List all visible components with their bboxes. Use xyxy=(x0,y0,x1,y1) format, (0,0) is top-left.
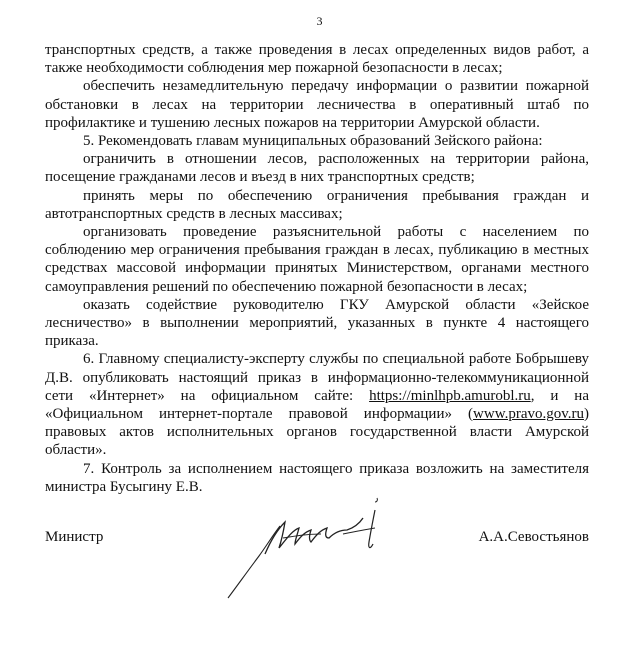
document-body xyxy=(45,41,589,496)
website-link[interactable]: https://minlhpb.amurobl.ru xyxy=(369,387,531,404)
handwritten-signature xyxy=(225,490,405,605)
paragraph-text: 6. Главному специалисту-эксперту службы по специальной работе Бобрышеву Д.В. опубликовать настоящий приказ в информационно-телекоммуникационной сети «Интернет» на официальном сайте: xyxy=(45,351,589,404)
signatory-title: Министр xyxy=(45,529,104,545)
paragraph: транспортных средств, а также проведения в лесах определенных видов работ, а также необходимости соблюдения мер пожарной безопасности в лесах; xyxy=(45,42,589,77)
paragraph: организовать проведение разъяснительной работы с населением по соблюдению мер ограничения пребывания граждан в лесах, публикацию в местных средствах массовой информации принятых Министерством, органами местного самоуправления решений по обеспечению пожарной безопасности в лесах; xyxy=(45,224,589,295)
paragraph-publication xyxy=(45,350,589,459)
paragraph: ограничить в отношении лесов, расположенных на территории района, посещение гражданами лесов и въезд в них транспортных средств; xyxy=(45,151,589,186)
paragraph: 5. Рекомендовать главам муниципальных образований Зейского района: xyxy=(83,133,543,150)
paragraph: принять меры по обеспечению ограничения пребывания граждан и автотранспортных средств в лесных массивах; xyxy=(45,187,589,222)
pravo-link[interactable]: www.pravo.gov.ru xyxy=(473,406,584,423)
paragraph-text: , и на «Официальном интернет-портале правовой информации» ( xyxy=(45,387,589,423)
paragraph: обеспечить незамедлительную передачу информации о развитии пожарной обстановки в лесах на территории лесничества в оперативный штаб по профилактике и тушению лесных пожаров на территории Амурской области. xyxy=(45,78,589,131)
signatory-name: А.А.Севостьянов xyxy=(478,529,589,545)
page-number: 3 xyxy=(316,14,323,28)
paragraph-text: ) правовых актов исполнительных органов государственной власти Амурской области». xyxy=(45,406,589,459)
paragraph: 7. Контроль за исполнением настоящего приказа возложить на заместителя министра Бусыгину Е.В. xyxy=(45,460,589,495)
paragraph: оказать содействие руководителю ГКУ Амурской области «Зейское лесничество» в выполнении мероприятий, указанных в пункте 4 настоящего приказа. xyxy=(45,296,589,350)
